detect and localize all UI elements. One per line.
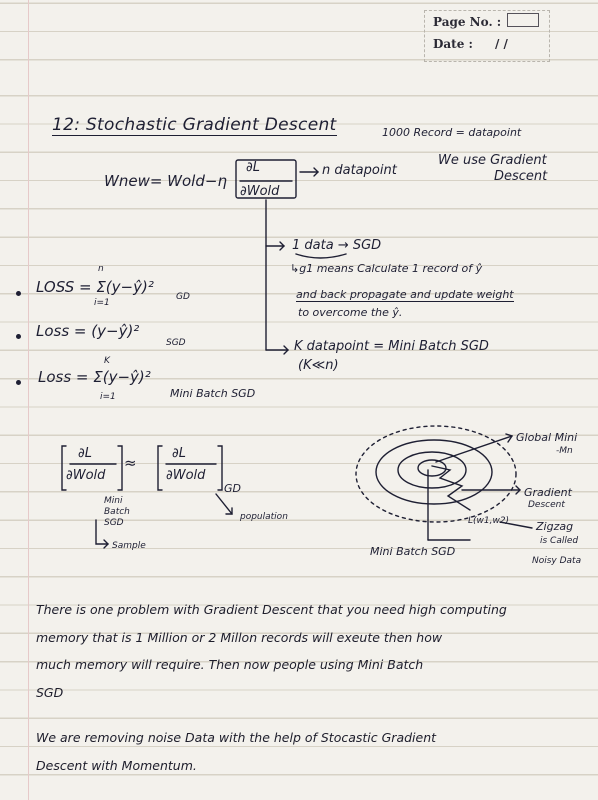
dw-denominator: ∂Wold: [240, 184, 280, 199]
approx-left-top: ∂L: [78, 446, 92, 461]
approx-right-bot: ∂Wold: [166, 468, 206, 483]
zigzag-label: Zigzag: [536, 520, 574, 533]
paragraph-line: SGD: [36, 684, 64, 700]
loss-sgd: Loss = (y−ŷ)²: [36, 322, 140, 340]
gd-tag: GD: [224, 482, 241, 495]
paragraph-line: Descent with Momentum.: [36, 757, 197, 773]
we-use-gradient: We use Gradient: [438, 153, 547, 168]
side-note: 1000 Record = datapoint: [382, 126, 522, 139]
batch-label: Batch: [104, 507, 130, 517]
mn-label: -Mn: [556, 446, 573, 456]
overcome-note: to overcome the ŷ.: [298, 306, 403, 319]
sgd-label: SGD: [104, 518, 124, 528]
dl-numerator: ∂L: [246, 160, 260, 175]
fraction-box: [236, 160, 296, 198]
descent-diagram-label: Descent: [528, 500, 565, 510]
loss-gd: LOSS = Σ(y−ŷ)²: [36, 278, 154, 296]
loss-function-label: L(w1,w2): [468, 516, 510, 526]
paragraph-momentum: [36, 724, 588, 779]
paragraph-line: There is one problem with Gradient Descent that you need high computing: [36, 602, 507, 617]
mini-batch-sgd-label: Mini Batch SGD: [370, 545, 456, 558]
loss-sgd-tag: SGD: [166, 338, 186, 348]
k-datapoint-mini-batch: K datapoint = Mini Batch SGD: [294, 339, 489, 354]
weight-update-formula: Wnew= Wold−η: [104, 172, 227, 190]
one-record-note: ↳g1 means Calculate 1 record of ŷ: [290, 262, 483, 275]
sample-label: Sample: [112, 541, 146, 551]
loss-mini-batch: Loss = Σ(y−ŷ)²: [38, 368, 151, 386]
paragraph-line: much memory will require. Then now people using Mini Batch: [36, 657, 424, 672]
k-condition: (K≪n): [298, 358, 339, 373]
n-datapoint-label: n datapoint: [322, 163, 397, 178]
mini-label: Mini: [104, 496, 123, 506]
paragraph-line: We are removing noise Data with the help of Stocastic Gradient: [36, 730, 437, 745]
date-value: / /: [495, 37, 508, 51]
population-label: population: [240, 512, 288, 522]
loss-gd-sub: i=1: [94, 298, 110, 308]
paragraph-line: memory that is 1 Million or 2 Millon records will exeute then how: [36, 629, 443, 645]
loss-gd-sup: n: [98, 264, 104, 274]
loss-mini-batch-sub: i=1: [100, 392, 116, 402]
loss-mini-batch-sup: K: [104, 356, 110, 366]
one-data-sgd: 1 data → SGD: [292, 238, 382, 253]
back-propagate-note: and back propagate and update weight: [296, 288, 514, 301]
approx-right-top: ∂L: [172, 446, 186, 461]
loss-gd-tag: GD: [176, 292, 190, 302]
paragraph-computing-memory: [36, 596, 588, 706]
gradient-label: Gradient: [524, 486, 572, 499]
page-title: 12: Stochastic Gradient Descent: [52, 115, 337, 135]
page-no-label: Page No. :: [433, 15, 502, 29]
is-called-label: is Called: [540, 536, 579, 546]
noisy-data-label: Noisy Data: [532, 556, 582, 566]
loss-mini-batch-tag: Mini Batch SGD: [170, 387, 256, 400]
date-label: Date :: [433, 37, 473, 51]
approx-left-bot: ∂Wold: [66, 468, 106, 483]
global-min-label: Global Mini: [516, 431, 578, 444]
descent-label: Descent: [494, 169, 548, 184]
approx-symbol: ≈: [124, 454, 137, 472]
